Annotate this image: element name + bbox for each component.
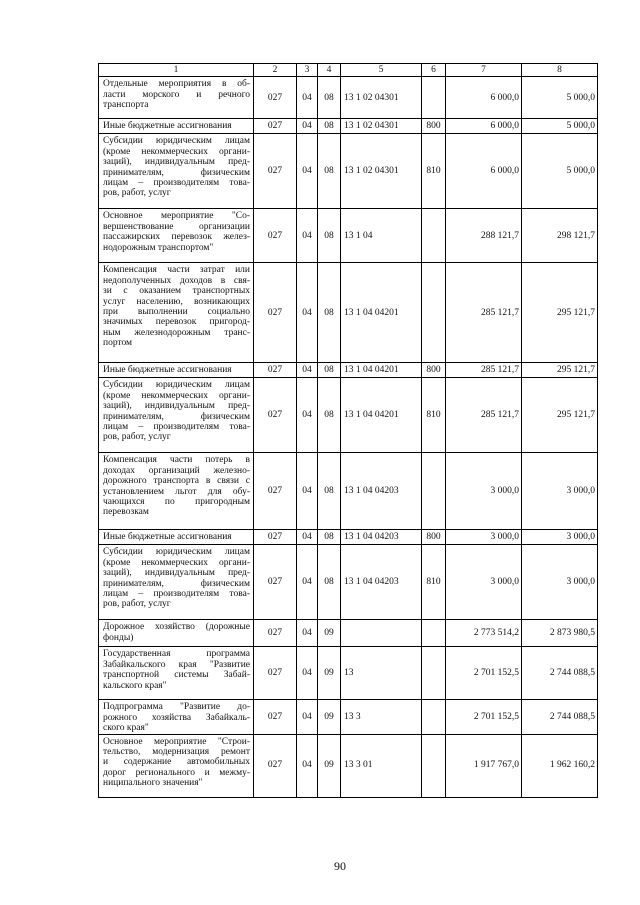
row-description-cell — [99, 734, 254, 797]
target-article-code-cell: 13 1 04 04203 — [341, 545, 422, 620]
table-row — [99, 363, 598, 378]
expense-type-code-cell: 810 — [422, 134, 446, 209]
amount-column-7-cell: 285 121,7 — [446, 378, 522, 453]
description-line: ласти морского и речного — [103, 89, 250, 100]
target-article-code-cell: 13 1 02 04301 — [341, 77, 422, 119]
subsection-code-cell: 08 — [318, 209, 341, 263]
grbs-code-cell: 027 — [254, 378, 297, 453]
amount-column-7-cell: 2 773 514,2 — [446, 620, 522, 647]
grbs-code-cell: 027 — [254, 134, 297, 209]
description-line: Основное мероприятие "Строи- — [103, 736, 250, 747]
description-line: ров, работ, услуг — [103, 599, 171, 610]
description-line: Дорожное хозяйство (дорожные — [103, 622, 250, 633]
subsection-code-cell: 08 — [318, 545, 341, 620]
subsection-code-cell: 08 — [318, 530, 341, 545]
budget-table-body — [99, 64, 598, 798]
grbs-code-cell: 027 — [254, 620, 297, 647]
description-line: Компенсация части затрат или — [103, 265, 250, 276]
row-description-cell — [99, 378, 254, 453]
table-row — [99, 453, 598, 530]
section-code-cell: 04 — [297, 378, 318, 453]
table-row — [99, 378, 598, 453]
description-line: Субсидии юридическим лицам — [103, 547, 250, 558]
amount-column-8-cell: 5 000,0 — [522, 119, 598, 134]
column-number-7: 7 — [446, 64, 522, 77]
row-description-cell — [99, 263, 254, 363]
amount-column-7-cell: 288 121,7 — [446, 209, 522, 263]
table-row — [99, 620, 598, 647]
description-line: лицам – производителям това- — [103, 178, 250, 189]
amount-column-7-cell: 1 917 767,0 — [446, 734, 522, 797]
expense-type-code-cell — [422, 209, 446, 263]
table-row — [99, 734, 598, 797]
row-description-cell — [99, 209, 254, 263]
amount-column-8-cell: 1 962 160,2 — [522, 734, 598, 797]
target-article-code-cell: 13 1 04 04201 — [341, 263, 422, 363]
subsection-code-cell: 09 — [318, 647, 341, 700]
page-number: 90 — [334, 859, 346, 873]
description-line: принимателям, физическим — [103, 578, 250, 589]
description-line: недополученных доходов в свя- — [103, 275, 250, 286]
subsection-code-cell: 08 — [318, 77, 341, 119]
amount-column-7-cell: 285 121,7 — [446, 263, 522, 363]
header-row — [99, 64, 598, 77]
description-line: Субсидии юридическим лицам — [103, 136, 250, 147]
description-line: дорог регионального и межму- — [103, 767, 250, 778]
target-article-code-cell: 13 1 04 04201 — [341, 363, 422, 378]
description-line: значимых перевозок пригород- — [103, 317, 250, 328]
description-line: принимателям, физическим — [103, 167, 250, 178]
description-line: заций), индивидуальным пред- — [103, 401, 250, 412]
target-article-code-cell: 13 1 04 — [341, 209, 422, 263]
amount-column-8-cell: 3 000,0 — [522, 453, 598, 530]
description-line: Подпрограмма "Развитие до- — [103, 702, 250, 713]
grbs-code-cell: 027 — [254, 453, 297, 530]
section-code-cell: 04 — [297, 453, 318, 530]
grbs-code-cell: 027 — [254, 209, 297, 263]
description-line: портом — [103, 338, 133, 349]
description-line: Субсидии юридическим лицам — [103, 380, 250, 391]
description-line: доходах организаций железно- — [103, 465, 250, 476]
description-line: заций), индивидуальным пред- — [103, 157, 250, 168]
target-article-code-cell: 13 1 04 04201 — [341, 378, 422, 453]
section-code-cell: 04 — [297, 77, 318, 119]
expense-type-code-cell: 800 — [422, 119, 446, 134]
subsection-code-cell: 09 — [318, 700, 341, 734]
amount-column-7-cell: 2 701 152,5 — [446, 647, 522, 700]
table-row — [99, 647, 598, 700]
description-line: Забайкальского края "Развитие — [103, 659, 250, 670]
description-line: (кроме некоммерческих органи- — [103, 390, 250, 401]
description-line: ров, работ, услуг — [103, 432, 171, 443]
subsection-code-cell: 09 — [318, 734, 341, 797]
expense-type-code-cell — [422, 263, 446, 363]
row-description-cell — [99, 453, 254, 530]
description-line: транспорта — [103, 100, 149, 111]
amount-column-7-cell: 285 121,7 — [446, 363, 522, 378]
row-description-cell — [99, 134, 254, 209]
description-line: рожного хозяйства Забайкаль- — [103, 712, 250, 723]
amount-column-7-cell: 6 000,0 — [446, 119, 522, 134]
expense-type-code-cell: 810 — [422, 545, 446, 620]
section-code-cell: 04 — [297, 530, 318, 545]
expense-type-code-cell — [422, 453, 446, 530]
row-description-cell — [99, 363, 254, 378]
section-code-cell: 04 — [297, 545, 318, 620]
description-line: лицам – производителям това- — [103, 589, 250, 600]
target-article-code-cell: 13 1 02 04301 — [341, 134, 422, 209]
description-line: установлением льгот для обу- — [103, 486, 250, 497]
description-line: ниципального значения" — [103, 778, 203, 789]
description-line: Основное мероприятие "Со- — [103, 211, 250, 222]
target-article-code-cell: 13 3 01 — [341, 734, 422, 797]
description-line: чающихся по пригородным — [103, 497, 250, 508]
subsection-code-cell: 08 — [318, 378, 341, 453]
grbs-code-cell: 027 — [254, 77, 297, 119]
amount-column-8-cell: 295 121,7 — [522, 378, 598, 453]
row-description-cell — [99, 620, 254, 647]
column-number-4: 4 — [318, 64, 341, 77]
subsection-code-cell: 08 — [318, 134, 341, 209]
description-line: принимателям, физическим — [103, 411, 250, 422]
section-code-cell: 04 — [297, 209, 318, 263]
target-article-code-cell: 13 3 — [341, 700, 422, 734]
amount-column-8-cell: 5 000,0 — [522, 134, 598, 209]
description-line: вершенствование организации — [103, 221, 250, 232]
row-description-cell — [99, 77, 254, 119]
section-code-cell: 04 — [297, 620, 318, 647]
description-line: ным железнодорожным транс- — [103, 327, 250, 338]
subsection-code-cell: 08 — [318, 119, 341, 134]
description-line: Иные бюджетные ассигнования — [103, 365, 232, 376]
description-line: зи с оказанием транспортных — [103, 286, 250, 297]
section-code-cell: 04 — [297, 363, 318, 378]
grbs-code-cell: 027 — [254, 363, 297, 378]
target-article-code-cell: 13 — [341, 647, 422, 700]
expense-type-code-cell — [422, 734, 446, 797]
target-article-code-cell — [341, 620, 422, 647]
grbs-code-cell: 027 — [254, 647, 297, 700]
description-line: лицам – производителям това- — [103, 422, 250, 433]
amount-column-8-cell: 2 744 088,5 — [522, 647, 598, 700]
column-number-1: 1 — [99, 64, 254, 77]
table-row — [99, 119, 598, 134]
description-line: Государственная программа — [103, 649, 250, 660]
amount-column-8-cell: 5 000,0 — [522, 77, 598, 119]
amount-column-7-cell: 6 000,0 — [446, 77, 522, 119]
section-code-cell: 04 — [297, 647, 318, 700]
table-row — [99, 263, 598, 363]
table-row — [99, 700, 598, 734]
column-number-2: 2 — [254, 64, 297, 77]
expense-type-code-cell — [422, 77, 446, 119]
amount-column-8-cell: 295 121,7 — [522, 363, 598, 378]
target-article-code-cell: 13 1 02 04301 — [341, 119, 422, 134]
subsection-code-cell: 09 — [318, 620, 341, 647]
table-row — [99, 530, 598, 545]
grbs-code-cell: 027 — [254, 263, 297, 363]
expense-type-code-cell: 810 — [422, 378, 446, 453]
amount-column-8-cell: 3 000,0 — [522, 530, 598, 545]
row-description-cell — [99, 700, 254, 734]
description-line: ского края" — [103, 723, 149, 734]
grbs-code-cell: 027 — [254, 119, 297, 134]
amount-column-7-cell: 2 701 152,5 — [446, 700, 522, 734]
budget-table — [98, 63, 598, 798]
grbs-code-cell: 027 — [254, 545, 297, 620]
expense-type-code-cell: 800 — [422, 363, 446, 378]
description-line: Иные бюджетные ассигнования — [103, 121, 232, 132]
row-description-cell — [99, 530, 254, 545]
column-number-5: 5 — [341, 64, 422, 77]
amount-column-8-cell: 2 744 088,5 — [522, 700, 598, 734]
table-row — [99, 134, 598, 209]
expense-type-code-cell — [422, 620, 446, 647]
table-row — [99, 77, 598, 119]
grbs-code-cell: 027 — [254, 700, 297, 734]
description-line: ров, работ, услуг — [103, 188, 171, 199]
amount-column-7-cell: 3 000,0 — [446, 530, 522, 545]
description-line: Компенсация части потерь в — [103, 455, 250, 466]
amount-column-8-cell: 295 121,7 — [522, 263, 598, 363]
grbs-code-cell: 027 — [254, 734, 297, 797]
section-code-cell: 04 — [297, 134, 318, 209]
section-code-cell: 04 — [297, 734, 318, 797]
amount-column-8-cell: 2 873 980,5 — [522, 620, 598, 647]
row-description-cell — [99, 647, 254, 700]
description-line: и содержание автомобильных — [103, 757, 250, 768]
table-row — [99, 209, 598, 263]
subsection-code-cell: 08 — [318, 263, 341, 363]
column-number-8: 8 — [522, 64, 598, 77]
target-article-code-cell: 13 1 04 04203 — [341, 530, 422, 545]
description-line: дорожного транспорта в связи с — [103, 476, 250, 487]
section-code-cell: 04 — [297, 119, 318, 134]
expense-type-code-cell — [422, 647, 446, 700]
amount-column-7-cell: 3 000,0 — [446, 545, 522, 620]
column-number-6: 6 — [422, 64, 446, 77]
amount-column-7-cell: 6 000,0 — [446, 134, 522, 209]
description-line: транспортной системы Забай- — [103, 670, 250, 681]
table-row — [99, 545, 598, 620]
description-line: пассажирских перевозок желез- — [103, 232, 250, 243]
target-article-code-cell: 13 1 04 04203 — [341, 453, 422, 530]
amount-column-8-cell: 3 000,0 — [522, 545, 598, 620]
expense-type-code-cell: 800 — [422, 530, 446, 545]
subsection-code-cell: 08 — [318, 363, 341, 378]
description-line: перевозкам — [103, 507, 149, 518]
description-line: при выполнении социально — [103, 307, 250, 318]
description-line: услуг населению, возникающих — [103, 296, 250, 307]
description-line: Отдельные мероприятия в об- — [103, 79, 250, 90]
amount-column-7-cell: 3 000,0 — [446, 453, 522, 530]
row-description-cell — [99, 545, 254, 620]
description-line: заций), индивидуальным пред- — [103, 568, 250, 579]
amount-column-8-cell: 298 121,7 — [522, 209, 598, 263]
section-code-cell: 04 — [297, 263, 318, 363]
subsection-code-cell: 08 — [318, 453, 341, 530]
section-code-cell: 04 — [297, 700, 318, 734]
description-line: фонды) — [103, 632, 134, 643]
row-description-cell — [99, 119, 254, 134]
description-line: Иные бюджетные ассигнования — [103, 532, 232, 543]
description-line: нодорожным транспортом" — [103, 242, 214, 253]
description-line: тельство, модернизация ремонт — [103, 747, 250, 758]
expense-type-code-cell — [422, 700, 446, 734]
description-line: кальского края" — [103, 680, 167, 691]
grbs-code-cell: 027 — [254, 530, 297, 545]
description-line: (кроме некоммерческих органи- — [103, 146, 250, 157]
description-line: (кроме некоммерческих органи- — [103, 557, 250, 568]
column-number-3: 3 — [297, 64, 318, 77]
